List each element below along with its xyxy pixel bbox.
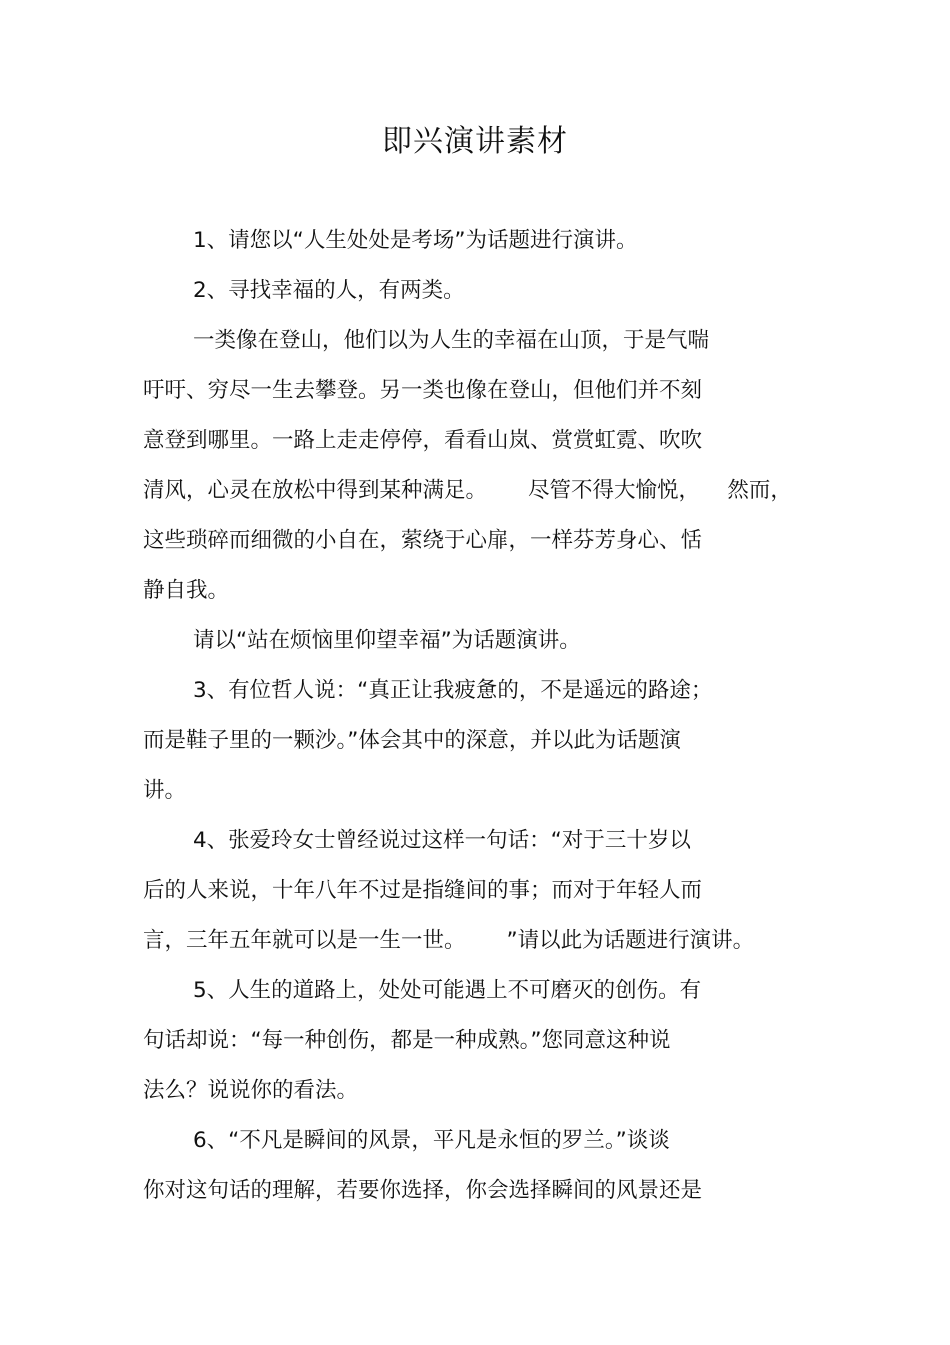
paragraph-line: 言，三年五年就可以是一生一世。 ”请以此为话题进行演讲。 [143,928,755,953]
paragraph-line: 一类像在登山，他们以为人生的幸福在山顶，于是气喘 [193,328,710,353]
paragraph-line: 1、请您以“人生处处是考场”为话题进行演讲。 [193,228,638,253]
paragraph-line: 你对这句话的理解，若要你选择，你会选择瞬间的风景还是 [143,1178,703,1203]
paragraph-line: 静自我。 [143,578,230,603]
paragraph-line: 请以“站在烦恼里仰望幸福”为话题演讲。 [193,628,581,653]
document-title: 即兴演讲素材 [382,124,568,159]
paragraph-line: 句话却说：“每一种创伤，都是一种成熟。”您同意这种说 [143,1028,671,1053]
paragraph-line: 5、人生的道路上，处处可能遇上不可磨灭的创伤。有 [193,978,702,1003]
paragraph-line: 6、“不凡是瞬间的风景，平凡是永恒的罗兰。”谈谈 [193,1128,670,1153]
paragraph-line: 2、寻找幸福的人，有两类。 [193,278,465,303]
paragraph-line: 4、张爱玲女士曾经说过这样一句话：“对于三十岁以 [193,828,691,853]
paragraph-line: 讲。 [143,778,187,803]
paragraph-line: 这些琐碎而细微的小自在，萦绕于心扉，一样芬芳身心、恬 [143,528,703,553]
paragraph-line: 法么？说说你的看法。 [143,1078,359,1103]
paragraph-line: 意登到哪里。一路上走走停停，看看山岚、赏赏虹霓、吹吹 [143,428,703,453]
paragraph-line: 后的人来说，十年八年不过是指缝间的事；而对于年轻人而 [143,878,703,903]
paragraph-line: 清风，心灵在放松中得到某种满足。 尽管不得大愉悦， 然而， [143,478,792,503]
paragraph-line: 3、有位哲人说：“真正让我疲惫的，不是遥远的路途； [193,678,713,703]
paragraph-line: 而是鞋子里的一颗沙。”体会其中的深意，并以此为话题演 [143,728,681,753]
paragraph-line: 吁吁、穷尽一生去攀登。另一类也像在登山，但他们并不刻 [143,378,703,403]
